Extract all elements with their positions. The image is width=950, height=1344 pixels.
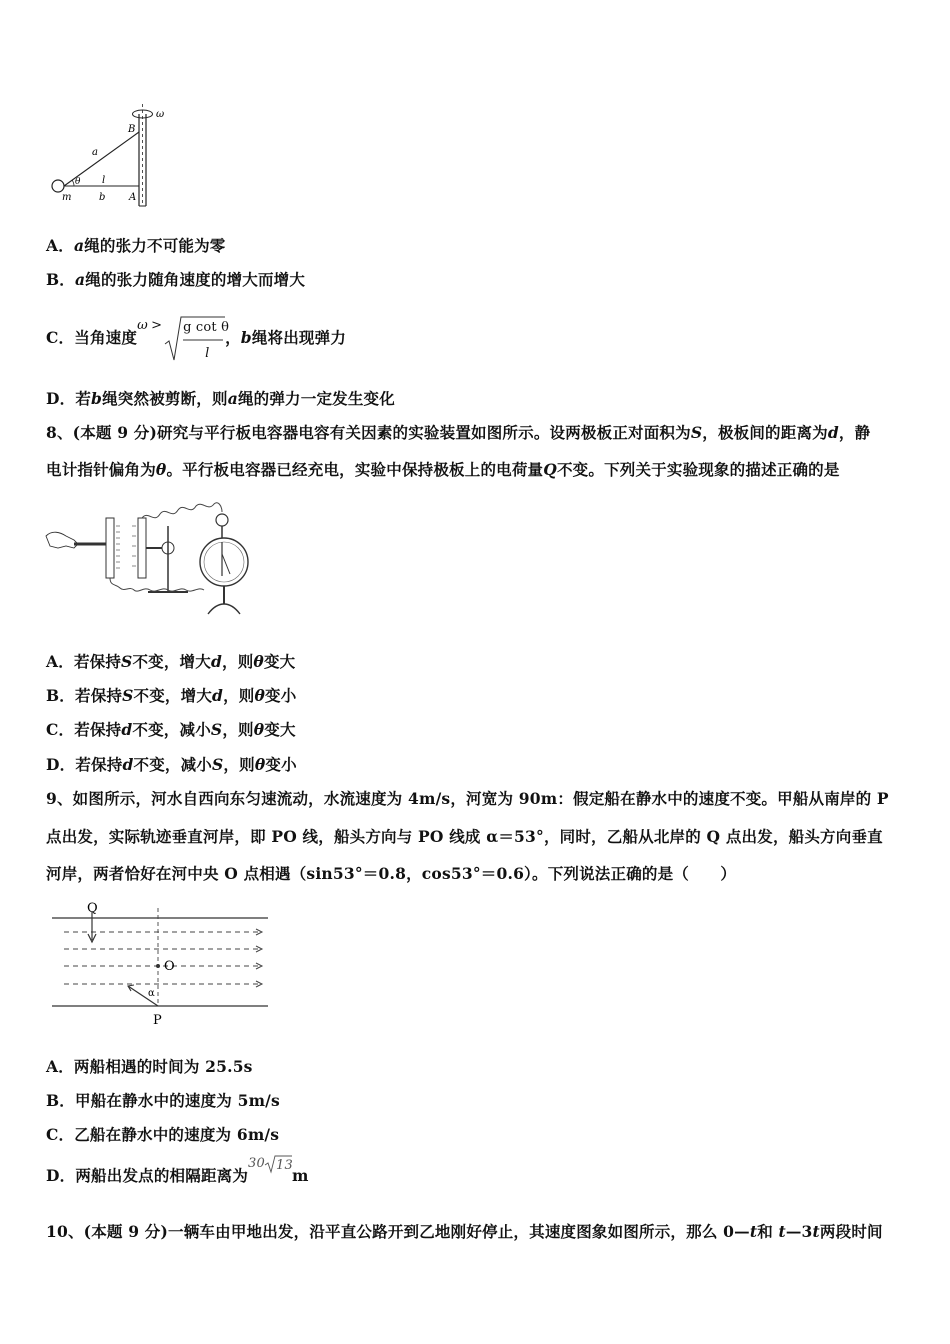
q8-option-a-t3: ，则 [222,652,254,671]
q10-line1-t3: —3 [785,1222,813,1241]
q8-option-c-t1: 若保持 [74,720,122,739]
q8-line1-t3: ，静 [838,423,871,442]
q10-line1-t4: 两段时间 [819,1222,883,1241]
river-figure [44,896,272,1028]
q8-option-b-t4: 变小 [265,686,297,705]
q7-option-d-t1: 若 [75,389,92,408]
q8-option-b-v3: θ [254,686,266,705]
q7-option-c-prefix: C． [46,328,75,347]
q8-line2-t3: 不变。下列关于实验现象的描述正确的是 [556,460,840,479]
q8-option-d-t3: ，则 [223,755,255,774]
q7-option-d-t2: 绳突然被剪断，则 [102,389,228,408]
label-l: l [102,175,106,186]
label-theta: θ [75,177,81,187]
q7-option-d-prefix: D． [46,389,76,408]
q9-option-d-prefix: D．两船出发点的相隔距离为 [46,1166,249,1185]
q8-option-a-prefix: A． [46,652,74,671]
q10-line1-t: t [749,1222,758,1241]
q7-option-d-var1: b [91,389,103,408]
q8-stem-line2 [46,460,840,480]
q8-option-c [46,720,296,740]
q7-option-a [46,236,226,256]
q8-line2-theta: θ [155,460,167,479]
label-alpha: α [148,988,155,999]
q8-option-c-t4: 变大 [264,720,296,739]
q9-option-b: B．甲船在静水中的速度为 5m/s [46,1091,280,1110]
label-A: A [129,192,137,203]
q9-stem-line2: 点出发，实际轨迹垂直河岸，即 PO 线，船头方向与 PO 线成 α＝53°，同时，乙船从北岸的 Q 点出发，船头方向垂直 [46,827,883,846]
q7-option-d [46,389,395,409]
q7-option-c-comma: ， [225,328,241,347]
q8-option-c-v3: θ [253,720,265,739]
q8-option-d-v1: d [122,755,134,774]
q8-stem-line1 [46,423,870,443]
q8-option-d-prefix: D． [46,755,76,774]
q7-option-d-t3: 绳的弹力一定发生变化 [237,389,395,408]
q8-option-a-v1: S [121,652,133,671]
q7-option-b-var: a [75,270,86,289]
q8-option-c-prefix: C． [46,720,75,739]
omega-symbol: ω [137,318,148,333]
label-O: O [164,959,175,974]
q7-option-b-text: 绳的张力随角速度的增大而增大 [85,270,306,289]
q7-option-a-text: 绳的张力不可能为零 [84,236,226,255]
label-Q: Q [87,901,98,916]
q8-option-b-t1: 若保持 [75,686,123,705]
q10-line1-t1: 10、(本题 9 分)一辆车由甲地出发，沿平直公路开到乙地刚好停止，其速度图象如图所示，那么 0— [46,1222,750,1241]
q7-option-a-prefix: A． [46,236,74,255]
q7-option-c-text1: 当角速度 [74,328,138,347]
q7-option-c-var: b [240,328,252,347]
q8-option-c-t2: 不变，减小 [132,720,211,739]
distance-radicand: 13 [276,1158,293,1173]
q8-option-d-t4: 变小 [265,755,297,774]
q8-line2-t1: 电计指针偏角为 [46,460,156,479]
q8-option-a-t1: 若保持 [73,652,122,671]
q8-option-d-v2: S [212,755,224,774]
label-a: a [92,147,98,158]
q7-option-b-prefix: B． [46,270,76,289]
q7-option-b [46,270,305,290]
q8-option-d-t1: 若保持 [75,755,123,774]
label-b: b [99,192,106,203]
q8-option-c-v1: d [121,720,133,739]
fraction-denominator: l [205,346,210,361]
q8-option-b-v2: d [212,686,224,705]
q7-option-c [46,310,346,366]
distance-unit: m [292,1166,309,1185]
q8-option-a-v3: θ [253,652,264,671]
q8-option-d-t2: 不变，减小 [133,755,213,774]
q8-line1-S: S [690,423,703,442]
q8-option-b-t3: ，则 [223,686,255,705]
q8-line1-d: d [827,423,839,442]
q7-option-d-var2: a [227,389,238,408]
q9-option-c: C．乙船在静水中的速度为 6m/s [46,1125,280,1144]
distance-expression [248,1156,293,1188]
fraction-numerator: g cot θ [183,320,230,335]
distance-coefficient: 30 [248,1156,265,1171]
q8-option-a-v2: d [210,652,223,671]
q8-option-b-t2: 不变，增大 [133,686,213,705]
q8-line2-t2: 。平行板电容器已经充电，实验中保持极板上的电荷量 [166,460,544,479]
q8-option-c-t3: ，则 [222,720,254,739]
q10-line1-t-c: t [812,1222,820,1241]
q8-option-d-v3: θ [254,755,266,774]
q8-option-b-v1: S [122,686,134,705]
q8-option-b-prefix: B． [46,686,76,705]
q7-option-c-text2: 绳将出现弹力 [251,328,347,347]
q8-option-b [46,686,296,706]
q10-stem-line1 [46,1222,883,1242]
q8-option-a [46,652,295,672]
capacitor-experiment-figure [44,496,280,626]
angular-velocity-condition [137,314,230,364]
label-m: m [62,192,72,203]
rotating-rod-figure [44,104,174,212]
q9-stem-line1: 9、如图所示，河水自西向东匀速流动，水流速度为 4m/s，河宽为 90m：假定船在静水中的速度不变。甲船从南岸的 P [46,789,889,808]
q8-option-c-v2: S [210,720,223,739]
q8-option-a-t2: 不变，增大 [132,652,211,671]
q8-line1-t2: ，极板间的距离为 [702,423,828,442]
q8-option-d [46,755,297,775]
q10-line1-t2: 和 [757,1222,779,1241]
q9-option-a: A．两船相遇的时间为 25.5s [46,1057,253,1076]
greater-than-symbol: > [151,318,163,333]
q9-option-d [46,1156,309,1188]
label-omega: ω [156,109,165,120]
q8-line1-t1: 8、(本题 9 分)研究与平行板电容器电容有关因素的实验装置如图所示。设两极板正对面积为 [46,423,691,442]
q9-stem-line3: 河岸，两者恰好在河中央 O 点相遇（sin53°＝0.8，cos53°＝0.6）。下列说法正确的是（ ） [46,864,737,883]
label-P: P [153,1013,162,1028]
label-B: B [128,124,136,135]
q7-option-a-var: a [73,236,85,255]
q10-line1-t-b: t [778,1222,786,1241]
q8-option-a-t4: 变大 [263,652,296,671]
q8-line2-Q: Q [543,460,557,479]
